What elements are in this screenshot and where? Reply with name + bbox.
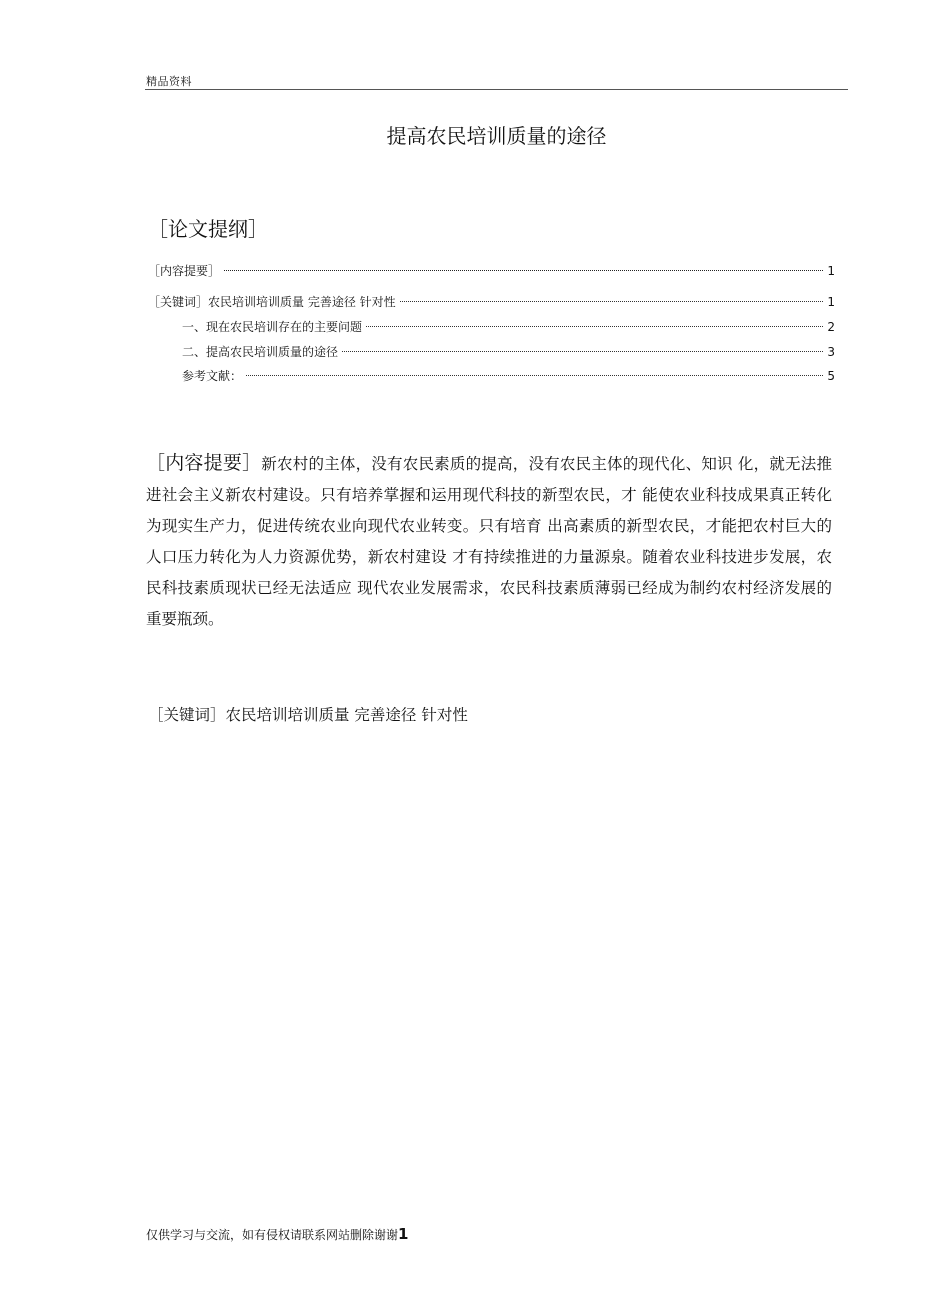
- outline-heading: ［论文提纲］: [148, 217, 268, 241]
- abstract-paragraph: [146, 448, 832, 635]
- toc-dot-leader: [342, 333, 823, 352]
- document-title: 提高农民培训质量的途径: [386, 124, 607, 148]
- toc-entry-page: 1: [827, 264, 835, 278]
- header-label: 精品资料: [146, 75, 192, 88]
- page-footer: [146, 1225, 408, 1244]
- toc-entry-text: ［内容提要］: [148, 264, 221, 278]
- abstract-label: ［内容提要］: [146, 452, 262, 474]
- toc-dot-leader: [224, 252, 823, 271]
- toc-entry-text: ［关键词］农民培训培训质量 完善途径 针对性: [148, 295, 396, 309]
- toc-entry-text: 二、提高农民培训质量的途径: [182, 345, 339, 359]
- toc-entry-section-1[interactable]: [148, 312, 835, 334]
- abstract-text: 新农村的主体，没有农民素质的提高，没有农民主体的现代化、知识 化，就无法推进社会主义新农村建设。只有培养掌握和运用现代科技的新型农民，才 能使农业科技成果真正转化为现实生产力，促进传统农业向现代农业转变。只有培育 出高素质的新型农民，才能把农村巨大的人口压力转化为人力资源优势，新农村建设 才有持续推进的力量源泉。随着农业科技进步发展，农民科技素质现状已经无法适应 现代农业发展需求，农民科技素质薄弱已经成为制约农村经济发展的重要瓶颈。: [146, 455, 832, 628]
- toc-entry-section-2[interactable]: [148, 337, 835, 359]
- toc-dot-leader: [366, 308, 823, 327]
- toc-entry-page: 3: [827, 345, 835, 359]
- toc-dot-leader: [400, 283, 824, 302]
- keywords-line: ［关键词］农民培训培训质量 完善途径 针对性: [148, 706, 468, 724]
- toc-entry-abstract[interactable]: [148, 256, 835, 278]
- toc-entry-page: 1: [827, 295, 835, 309]
- toc-entry-references[interactable]: [148, 361, 835, 383]
- toc-dot-leader: [246, 357, 823, 376]
- toc-entry-keywords[interactable]: [148, 287, 835, 309]
- toc-entry-page: 2: [827, 320, 835, 334]
- footer-page-number: 1: [398, 1225, 409, 1243]
- toc-entry-text: 参考文献：: [182, 369, 243, 383]
- header-divider: [145, 89, 848, 90]
- toc-entry-text: 一、现在农民培训存在的主要问题: [182, 320, 363, 334]
- footer-notice: 仅供学习与交流，如有侵权请联系网站删除谢谢: [146, 1228, 399, 1242]
- toc-entry-page: 5: [827, 369, 835, 383]
